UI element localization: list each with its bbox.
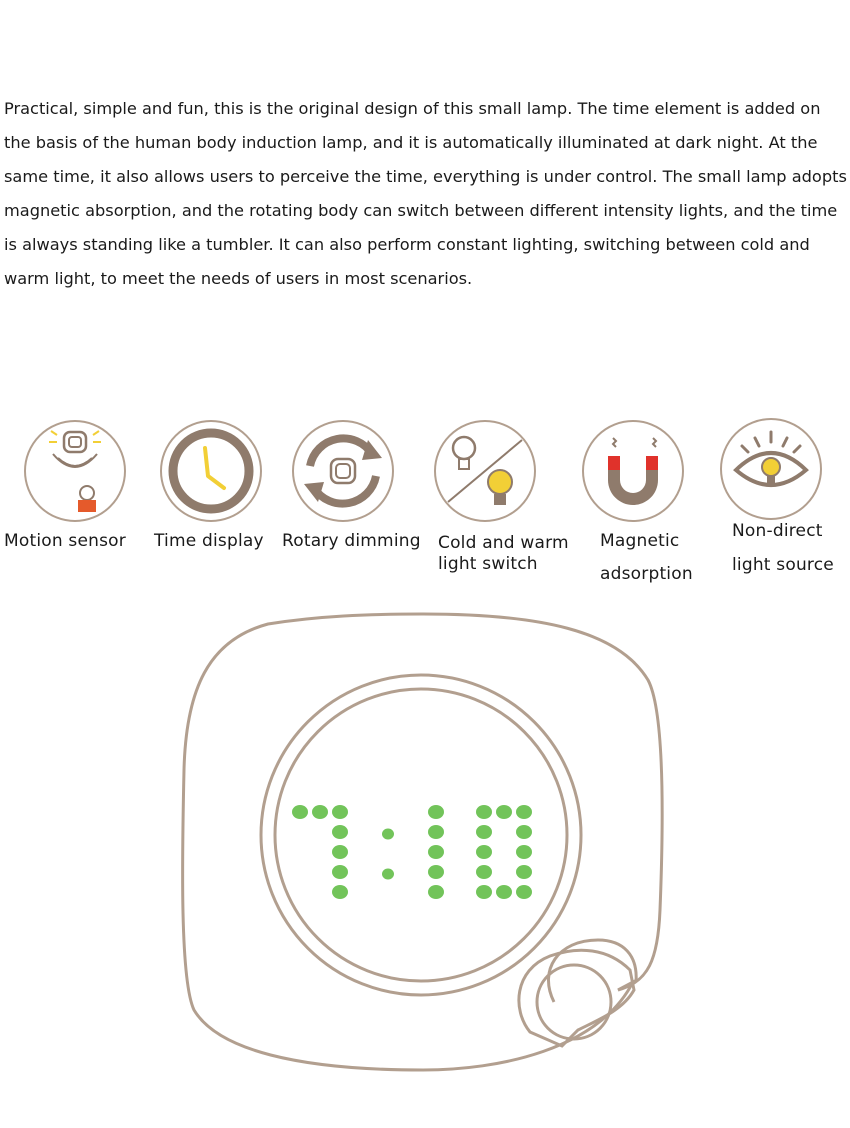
time-dot [332, 825, 348, 839]
light-bulbs-icon [432, 418, 538, 524]
feature-time-display [154, 418, 264, 551]
time-dot [332, 865, 348, 879]
feature-icons-row [0, 412, 850, 592]
feature-label-line2: adsorption [600, 564, 693, 584]
eye-bulb-icon [718, 416, 824, 522]
time-dot [382, 829, 394, 840]
time-dot [332, 805, 348, 819]
time-dot [516, 865, 532, 879]
time-dot [516, 845, 532, 859]
time-dot [516, 825, 532, 839]
time-display-value [178, 610, 180, 611]
time-dot [428, 805, 444, 819]
feature-label-line1: Cold and warm [438, 533, 569, 553]
magnet-icon [580, 418, 686, 524]
lamp-illustration [178, 610, 668, 1084]
feature-label-line1: Non-direct [732, 521, 823, 541]
time-dot [332, 845, 348, 859]
feature-rotary-dimming [282, 418, 421, 551]
time-dot [428, 845, 444, 859]
product-description: Practical, simple and fun, this is the original design of this small lamp. The time element is added on the basis of the human body induction lamp, and it is automatically illuminated at dark night. At the same time, it also allows users to perceive the time, everything is under control. The small lamp adopts magnetic absorption, and the rotating body can switch between different intensity lights, and the time is always standing like a tumbler. It can also perform constant lighting, switching between cold and warm light, to meet the needs of users in most scenarios. [4, 99, 847, 288]
feature-motion-sensor [4, 418, 128, 551]
feature-label: Time display [154, 531, 264, 551]
time-dot [382, 869, 394, 880]
clock-icon [158, 418, 264, 524]
time-dot [476, 845, 492, 859]
rotary-dimming-icon [290, 418, 396, 524]
time-dot [428, 885, 444, 899]
feature-label: Motion sensor [4, 531, 126, 551]
time-dot [292, 805, 308, 819]
time-dot [476, 825, 492, 839]
time-dot [312, 805, 328, 819]
feature-non-direct-light [718, 416, 834, 575]
feature-label-line2: light switch [438, 554, 538, 574]
feature-cold-warm-switch [432, 418, 569, 574]
time-dot [428, 865, 444, 879]
time-dot [516, 805, 532, 819]
lamp-outline [178, 610, 668, 1080]
feature-label-line1: Magnetic [600, 531, 680, 551]
feature-magnetic-adsorption [580, 418, 693, 584]
feature-label-line2: light source [732, 555, 834, 575]
feature-label: Rotary dimming [282, 531, 421, 551]
time-dot [516, 885, 532, 899]
time-dot [332, 885, 348, 899]
time-dot [476, 865, 492, 879]
motion-sensor-icon [22, 418, 128, 524]
time-dot [428, 825, 444, 839]
time-dot [476, 885, 492, 899]
time-dot [476, 805, 492, 819]
time-dot [496, 885, 512, 899]
time-digits [292, 805, 532, 899]
time-dot [496, 805, 512, 819]
